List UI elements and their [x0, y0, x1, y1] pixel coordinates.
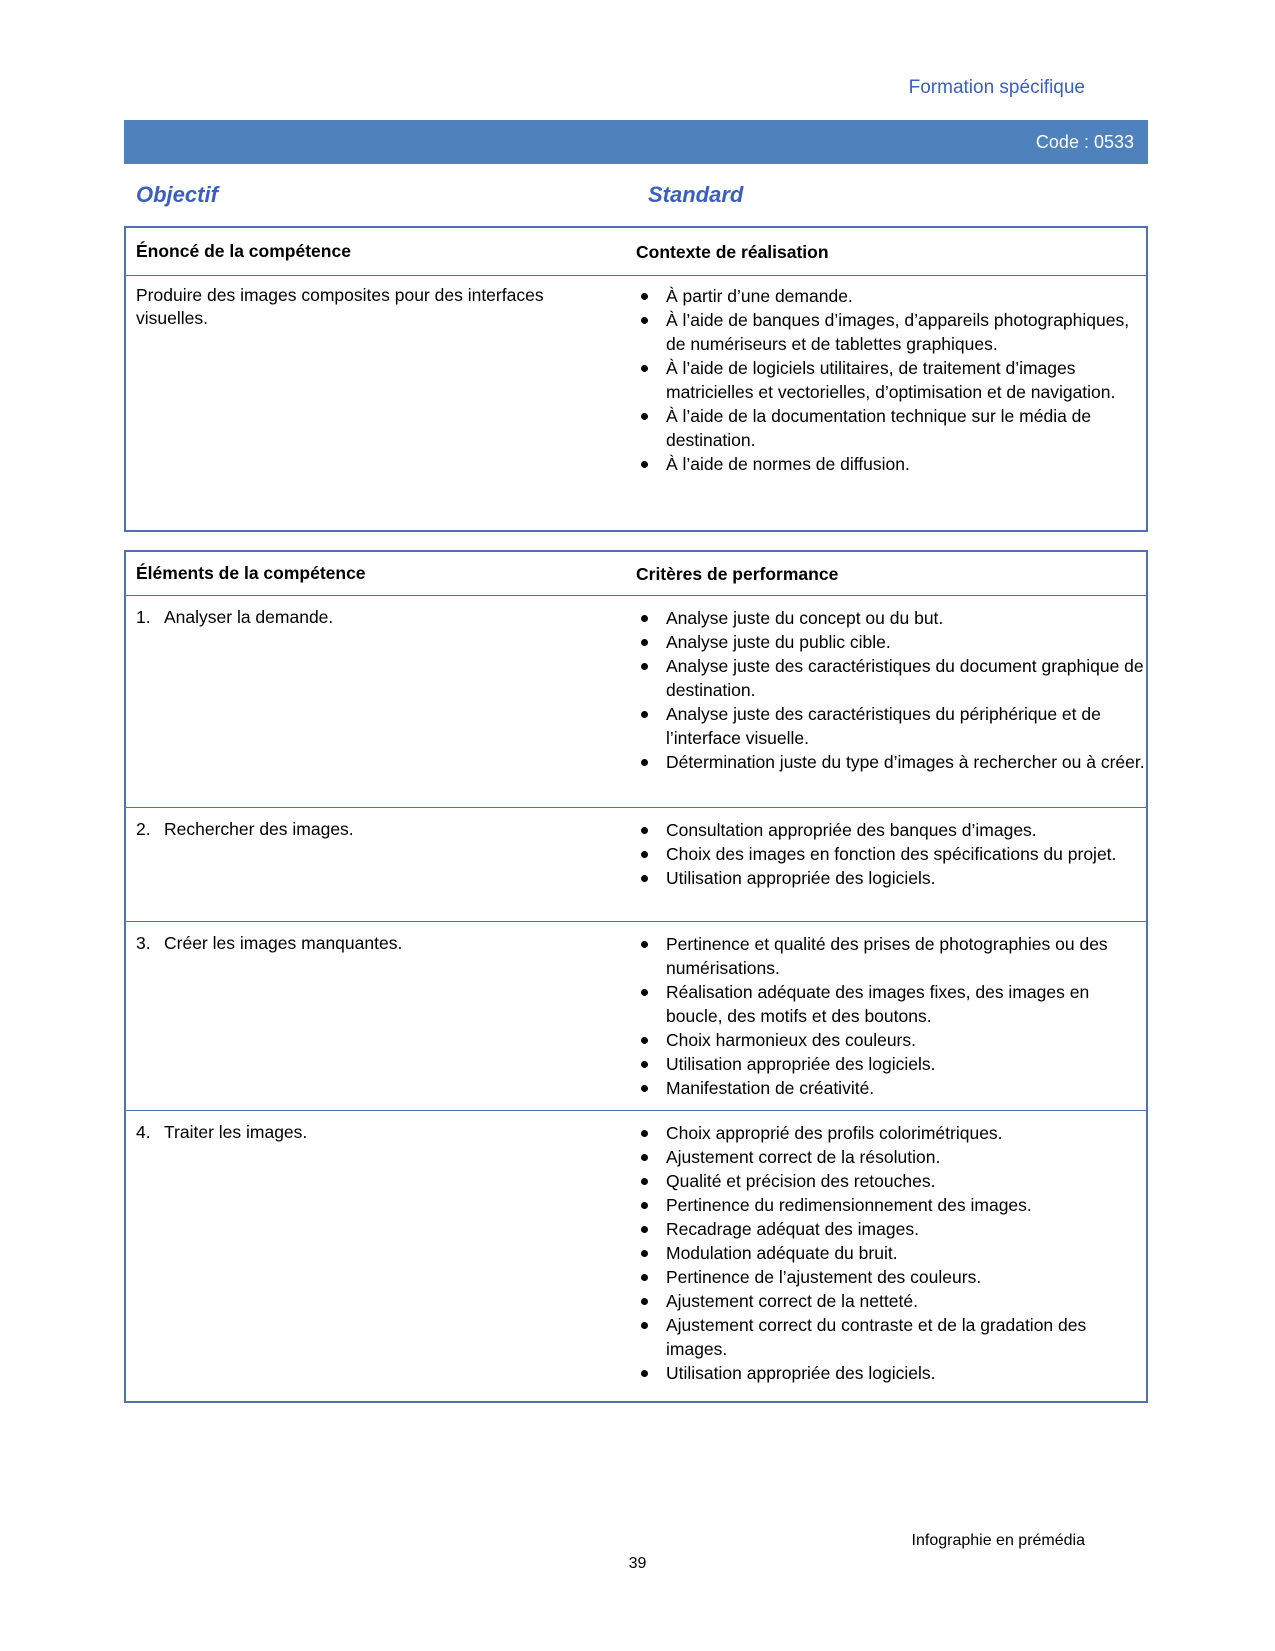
element-number: 1. — [136, 607, 151, 627]
criterion-item: Choix harmonieux des couleurs. — [636, 1028, 1146, 1052]
element-label-cell — [126, 932, 636, 1104]
enonce-header-row — [126, 228, 1146, 275]
context-item: À partir d’une demande. — [636, 284, 1146, 308]
element-number: 4. — [136, 1122, 151, 1142]
criterion-item: Manifestation de créativité. — [636, 1076, 1146, 1100]
criterion-item: Réalisation adéquate des images fixes, des images en boucle, des motifs et des boutons. — [636, 980, 1146, 1028]
criterion-item: Analyse juste du concept ou du but. — [636, 606, 1146, 630]
criterion-item: Choix approprié des profils colorimétriques. — [636, 1121, 1146, 1145]
element-row — [126, 1110, 1146, 1391]
enonce-left-header: Énoncé de la compétence — [136, 241, 351, 261]
criterion-item: Analyse juste du public cible. — [636, 630, 1146, 654]
element-label: Créer les images manquantes. — [164, 933, 403, 953]
element-label: Analyser la demande. — [164, 607, 334, 627]
element-label-cell — [126, 606, 636, 801]
competency-code: Code : 0533 — [1035, 132, 1134, 152]
element-label-cell — [126, 1121, 636, 1385]
criterion-item: Recadrage adéquat des images. — [636, 1217, 1146, 1241]
criteria-list — [636, 1121, 1146, 1385]
elements-left-header: Éléments de la compétence — [136, 563, 366, 583]
objectif-title: Objectif — [136, 182, 218, 207]
criterion-item: Analyse juste des caractéristiques du document graphique de destination. — [636, 654, 1146, 702]
criteria-list — [636, 606, 1146, 774]
criteria-cell — [636, 1121, 1146, 1385]
elements-right-header: Critères de performance — [636, 563, 839, 584]
competency-statement: Produire des images composites pour des interfaces visuelles. — [136, 285, 544, 328]
element-rows — [126, 595, 1146, 1391]
criterion-item: Pertinence de l’ajustement des couleurs. — [636, 1265, 1146, 1289]
element-number: 3. — [136, 933, 151, 953]
criterion-item: Détermination juste du type d’images à rechercher ou à créer. — [636, 750, 1146, 774]
elements-header-row — [126, 552, 1146, 595]
criteria-cell — [636, 818, 1146, 915]
criterion-item: Modulation adéquate du bruit. — [636, 1241, 1146, 1265]
context-item: À l’aide de logiciels utilitaires, de traitement d’images matricielles et vectorielles, d’optimisation et de navigation. — [636, 356, 1146, 404]
standard-title: Standard — [648, 182, 744, 207]
criterion-item: Utilisation appropriée des logiciels. — [636, 1361, 1146, 1385]
code-bar — [124, 120, 1148, 164]
elements-table — [124, 550, 1148, 1403]
context-item: À l’aide de normes de diffusion. — [636, 452, 1146, 476]
program-name: Infographie en prémédia — [911, 1532, 1085, 1549]
page-number: 39 — [628, 1555, 647, 1572]
criterion-item: Consultation appropriée des banques d’images. — [636, 818, 1146, 842]
criterion-item: Ajustement correct de la netteté. — [636, 1289, 1146, 1313]
element-label-cell — [126, 818, 636, 915]
criterion-item: Pertinence et qualité des prises de photographies ou des numérisations. — [636, 932, 1146, 980]
element-row — [126, 595, 1146, 807]
criterion-item: Utilisation appropriée des logiciels. — [636, 1052, 1146, 1076]
criterion-item: Utilisation appropriée des logiciels. — [636, 866, 1146, 890]
criterion-item: Ajustement correct de la résolution. — [636, 1145, 1146, 1169]
context-item: À l’aide de banques d’images, d’appareils photographiques, de numériseurs et de tablettes graphiques. — [636, 308, 1146, 356]
criteria-list — [636, 818, 1146, 890]
context-list-wrapper — [636, 284, 1146, 476]
context-item: À l’aide de la documentation technique sur le média de destination. — [636, 404, 1146, 452]
context-list — [636, 284, 1146, 476]
criteria-cell — [636, 606, 1146, 801]
enonce-right-header: Contexte de réalisation — [636, 241, 829, 262]
element-label: Traiter les images. — [164, 1122, 308, 1142]
element-row — [126, 807, 1146, 921]
criteria-list — [636, 932, 1146, 1100]
element-row — [126, 921, 1146, 1110]
enonce-table — [124, 226, 1148, 532]
criterion-item: Analyse juste des caractéristiques du périphérique et de l’interface visuelle. — [636, 702, 1146, 750]
section-header: Formation spécifique — [908, 77, 1085, 98]
criterion-item: Choix des images en fonction des spécifications du projet. — [636, 842, 1146, 866]
criterion-item: Pertinence du redimensionnement des images. — [636, 1193, 1146, 1217]
criteria-cell — [636, 932, 1146, 1104]
criterion-item: Qualité et précision des retouches. — [636, 1169, 1146, 1193]
element-number: 2. — [136, 819, 151, 839]
element-label: Rechercher des images. — [164, 819, 354, 839]
enonce-body-row — [126, 275, 1146, 476]
criterion-item: Ajustement correct du contraste et de la gradation des images. — [636, 1313, 1146, 1361]
